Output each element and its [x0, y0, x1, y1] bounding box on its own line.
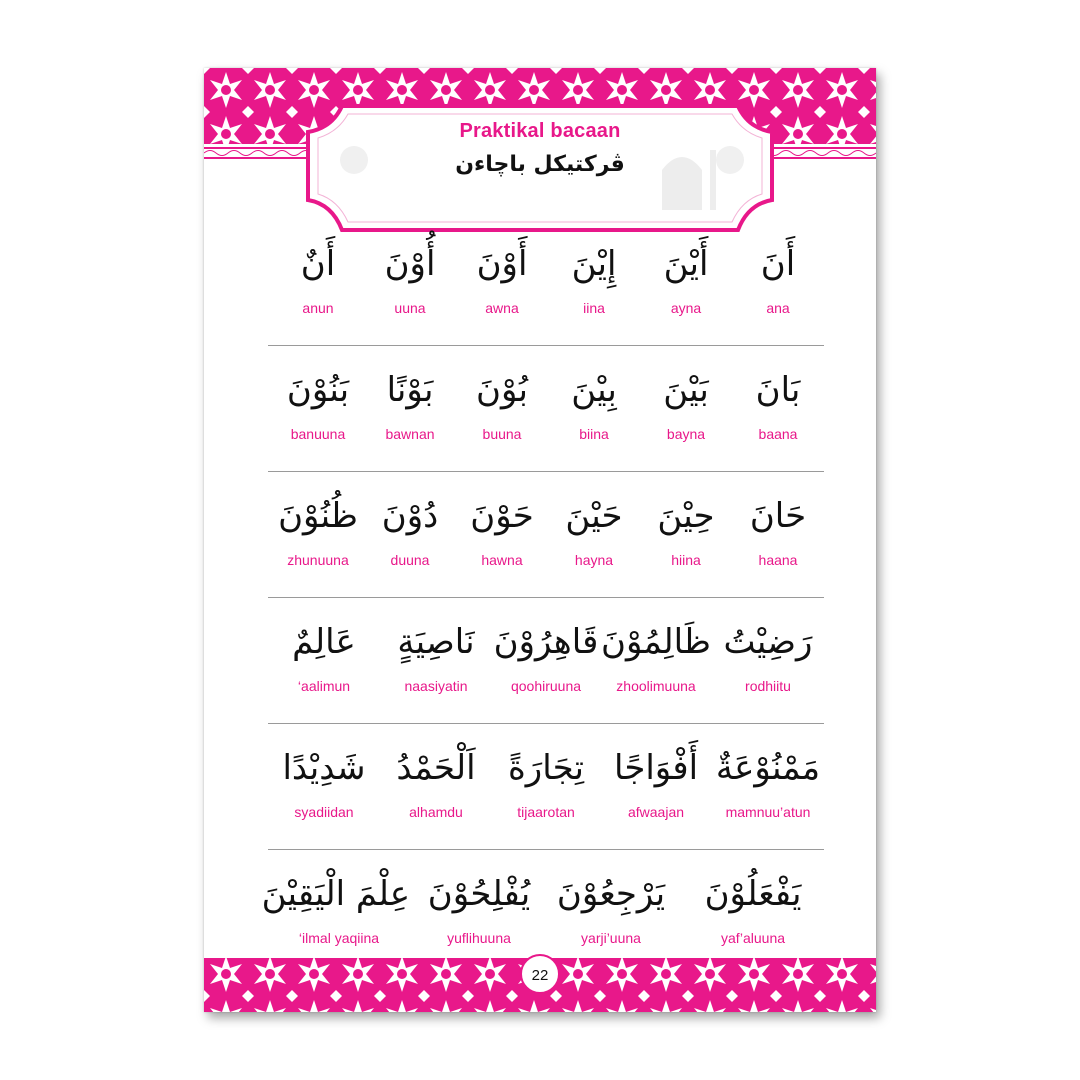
arabic-word: رَضِيْتُ — [723, 622, 813, 662]
arabic-word: بُوْنَ — [476, 370, 528, 410]
arabic-word: عَالِمٌ — [292, 622, 356, 662]
arabic-word: حَانَ — [749, 496, 807, 536]
transliteration: zhoolimuuna — [616, 678, 696, 694]
word-practice-grid — [261, 220, 824, 976]
word-row — [268, 598, 824, 724]
arabic-word: بِيْنَ — [571, 370, 617, 410]
transliteration: duuna — [390, 552, 430, 568]
transliteration: hayna — [574, 552, 614, 568]
transliteration: bawnan — [385, 426, 435, 442]
page-title-jawi: ڤركتيكل باچاءن — [455, 152, 625, 177]
transliteration: syadiidan — [294, 804, 354, 820]
page-title: Praktikal bacaan — [459, 120, 621, 142]
arabic-word: نَاصِيَةٍ — [397, 622, 475, 662]
arabic-word: مَمْنُوْعَةٌ — [715, 748, 821, 788]
transliteration: zhunuuna — [287, 552, 349, 568]
arabic-word: أَنٌ — [300, 244, 336, 284]
transliteration: iina — [583, 300, 605, 316]
arabic-word: ظُنُوْنَ — [278, 496, 358, 536]
page-number: 22 — [520, 954, 560, 994]
transliteration: ‘aalimun — [297, 678, 351, 694]
arabic-word: شَدِيْدًا — [282, 748, 366, 788]
transliteration: ayna — [670, 300, 702, 316]
transliteration: buuna — [482, 426, 522, 442]
book-page — [204, 68, 876, 1012]
arabic-word: بَنُوْنَ — [286, 370, 350, 410]
transliteration: baana — [758, 426, 798, 442]
transliteration: yaf’aluuna — [720, 930, 786, 946]
transliteration: haana — [758, 552, 798, 568]
arabic-word: يَرْجِعُوْنَ — [556, 874, 666, 914]
transliteration: hawna — [481, 552, 523, 568]
arabic-word: قَاهِرُوْنَ — [493, 622, 599, 662]
transliteration: ‘ilmal yaqiina — [298, 930, 380, 946]
transliteration: afwaajan — [627, 804, 685, 820]
arabic-word: أَوْنَ — [476, 244, 528, 284]
transliteration: yarji’uuna — [581, 930, 641, 946]
transliteration: uuna — [394, 300, 426, 316]
transliteration: rodhiitu — [745, 678, 791, 694]
arabic-word: يَفْعَلُوْنَ — [704, 874, 802, 914]
arabic-word: أَنَ — [760, 244, 796, 284]
transliteration: bayna — [666, 426, 706, 442]
arabic-word: ظَالِمُوْنَ — [601, 622, 711, 662]
transliteration: naasiyatin — [404, 678, 468, 694]
arabic-word: بَانَ — [755, 370, 801, 410]
transliteration: alhamdu — [409, 804, 463, 820]
transliteration: tijaarotan — [517, 804, 575, 820]
arabic-word: بَيْنَ — [663, 370, 709, 410]
transliteration: qoohiruuna — [510, 678, 582, 694]
word-row — [268, 724, 824, 850]
transliteration: ana — [766, 300, 790, 316]
arabic-word: دُوْنَ — [381, 496, 439, 536]
arabic-word: بَوْنًا — [386, 370, 434, 410]
arabic-word: تِجَارَةً — [507, 748, 584, 788]
transliteration: anun — [302, 300, 334, 316]
transliteration: hiina — [671, 552, 701, 568]
arabic-word: أُوْنَ — [384, 244, 436, 284]
arabic-word: أَيْنَ — [663, 244, 709, 284]
arabic-word: أَفْوَاجًا — [613, 748, 699, 788]
word-row — [268, 220, 824, 346]
arabic-word: حِيْنَ — [657, 496, 715, 536]
transliteration: yuflihuuna — [447, 930, 511, 946]
transliteration: biina — [579, 426, 609, 442]
word-row — [268, 346, 824, 472]
transliteration: awna — [485, 300, 519, 316]
arabic-word: حَوْنَ — [470, 496, 534, 536]
arabic-word: حَيْنَ — [565, 496, 623, 536]
arabic-word: عِلْمَ الْيَقِيْنَ — [261, 874, 410, 914]
arabic-word: إِيْنَ — [571, 244, 617, 284]
arabic-word: يُفْلِحُوْنَ — [427, 874, 531, 914]
transliteration: mamnuu’atun — [725, 804, 811, 820]
word-row — [268, 472, 824, 598]
title-cartouche — [302, 100, 778, 236]
transliteration: banuuna — [290, 426, 346, 442]
arabic-word: اَلْحَمْدُ — [396, 748, 476, 788]
